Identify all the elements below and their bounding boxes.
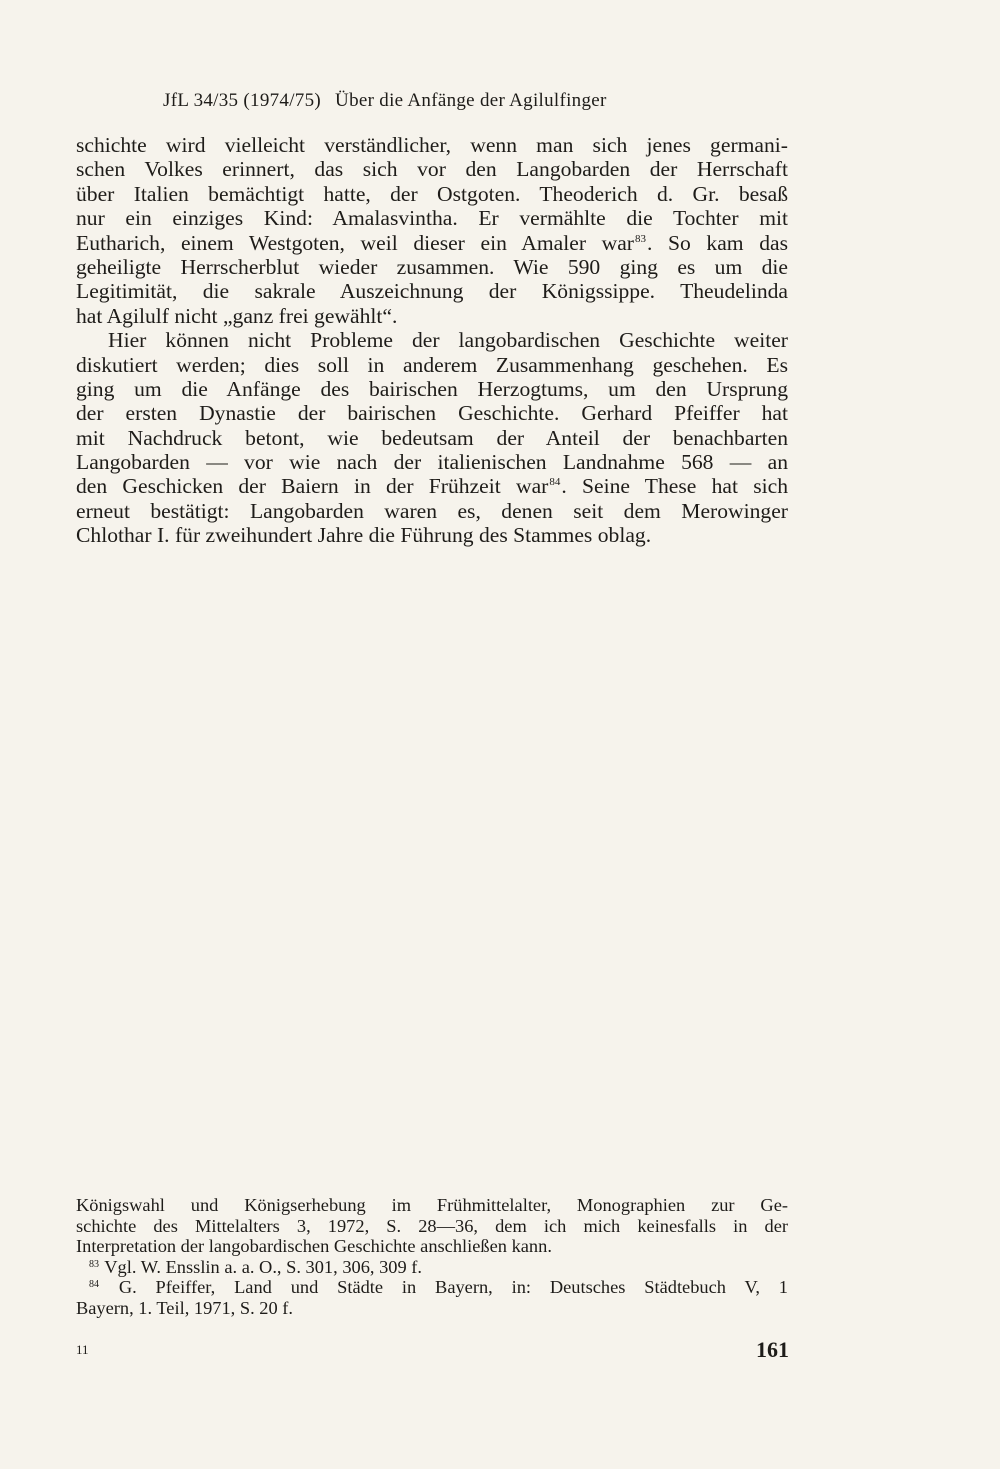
text-line <box>76 474 788 498</box>
text-line <box>76 231 788 255</box>
footnote-line <box>76 1257 788 1278</box>
main-text <box>76 133 788 548</box>
text-segment: . So kam das <box>647 230 788 255</box>
text-line: schen Volkes erinnert, das sich vor den Langobarden der Herrschaft <box>76 157 788 182</box>
text-line: Hier können nicht Probleme der langobardischen Geschichte weiter <box>108 328 788 353</box>
paragraph-2 <box>76 328 788 548</box>
footnote-83 <box>76 1257 788 1278</box>
footnote-84 <box>76 1277 788 1318</box>
text-segment: . Seine These hat sich <box>561 474 788 499</box>
footnote-line <box>76 1277 788 1298</box>
footnote-number: 83 <box>89 1258 99 1270</box>
text-line: schichte wird vielleicht verständlicher, wenn man sich jenes germani- <box>76 133 788 157</box>
text-line: geheiligte Herrscherblut wieder zusammen. Wie 590 ging es um die <box>76 254 788 279</box>
text-line: der ersten Dynastie der bairischen Geschichte. Gerhard Pfeiffer hat <box>76 401 788 426</box>
footnotes <box>76 1195 788 1318</box>
footnote-text: G. Pfeiffer, Land und Städte in Bayern, in: Deutsches Städtebuch V, 1 <box>118 1277 788 1297</box>
text-line: nur ein einziges Kind: Amalasvintha. Er vermählte die Tochter mit <box>76 206 788 231</box>
journal-reference: JfL 34/35 (1974/75) <box>163 90 322 111</box>
footnote-continuation <box>76 1195 788 1257</box>
running-title: Über die Anfänge der Agilulfinger <box>335 90 607 111</box>
paragraph-1 <box>76 133 788 328</box>
footnote-line: Königswahl und Königserhebung im Frühmittelalter, Monographien zur Ge- <box>76 1195 788 1215</box>
running-header <box>163 90 607 112</box>
footnote-line: Interpretation der langobardischen Geschichte anschließen kann. <box>76 1236 552 1256</box>
sheet-signature: 11 <box>76 1342 89 1357</box>
footnote-line: Bayern, 1. Teil, 1971, S. 20 f. <box>76 1297 293 1318</box>
text-line: über Italien bemächtigt hatte, der Ostgoten. Theoderich d. Gr. besaß <box>76 181 788 206</box>
text-line: Legitimität, die sakrale Auszeichnung der Königssippe. Theudelinda <box>76 279 788 304</box>
page-number: 161 <box>756 1337 789 1362</box>
text-segment: Eutharich, einem Westgoten, weil dieser ein Amaler war <box>76 230 634 255</box>
footnote-line: schichte des Mittelalters 3, 1972, S. 28—36, dem ich mich keinesfalls in der <box>76 1215 788 1236</box>
footnote-ref-84[interactable]: 84 <box>549 476 561 489</box>
text-line: ging um die Anfänge des bairischen Herzogtums, um den Ursprung <box>76 376 788 401</box>
text-line: mit Nachdruck betont, wie bedeutsam der Anteil der benachbarten <box>76 425 788 450</box>
footnote-number: 84 <box>89 1279 99 1290</box>
text-line: erneut bestätigt: Langobarden waren es, denen seit dem Merowinger <box>76 498 788 523</box>
text-segment: den Geschicken der Baiern in der Frühzeit war <box>76 474 549 499</box>
text-line: Chlothar I. für zweihundert Jahre die Führung des Stammes oblag. <box>76 523 652 548</box>
text-line: hat Agilulf nicht „ganz frei gewählt“. <box>76 303 398 328</box>
footnote-text: Vgl. W. Ensslin a. a. O., S. 301, 306, 309 f. <box>104 1256 423 1277</box>
text-line: Langobarden — vor wie nach der italienischen Landnahme 568 — an <box>76 450 788 475</box>
text-line: diskutiert werden; dies soll in anderem Zusammenhang geschehen. Es <box>76 352 788 377</box>
footnote-ref-83[interactable]: 83 <box>635 232 646 245</box>
